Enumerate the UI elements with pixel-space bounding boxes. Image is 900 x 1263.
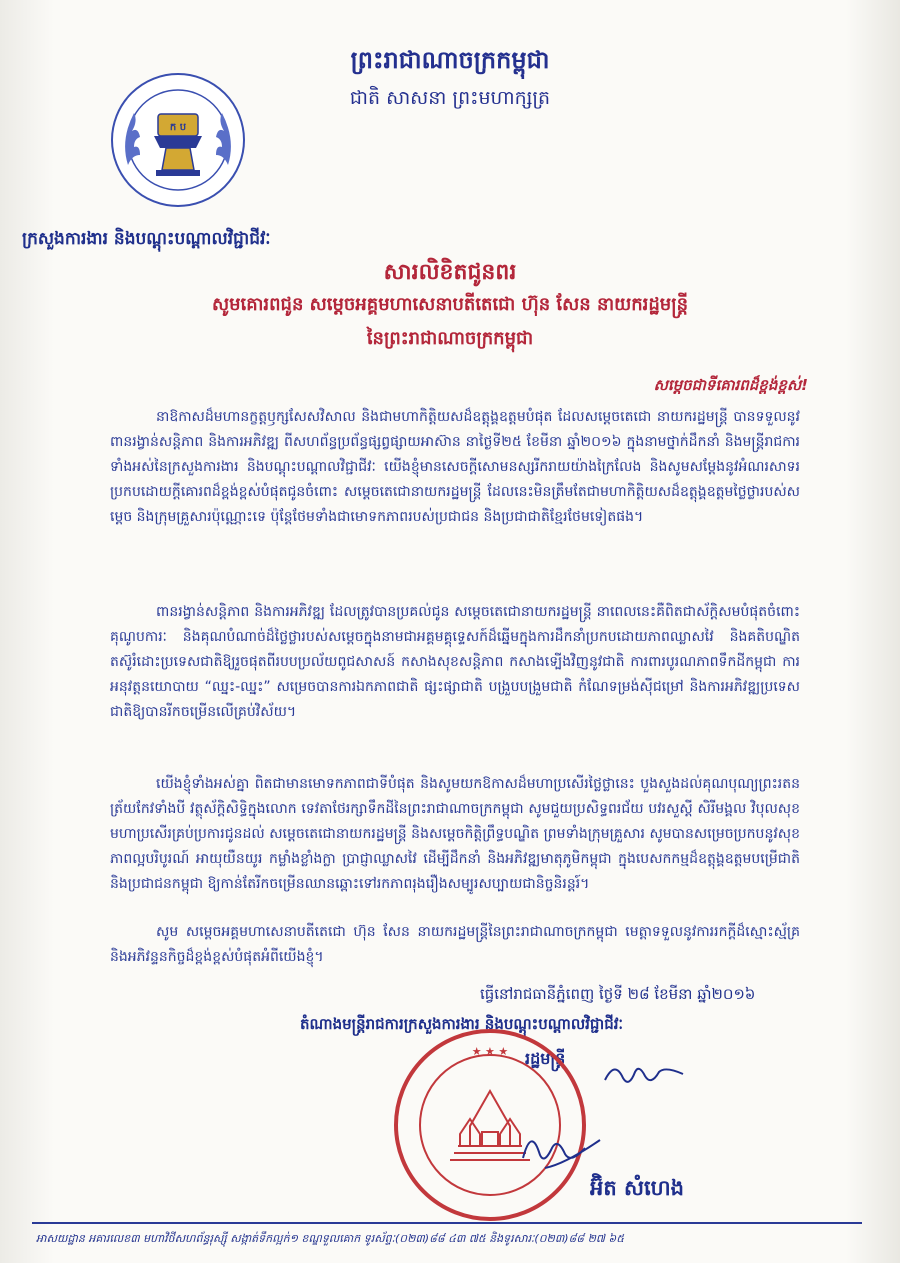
letter-title: សារលិខិតជូនពរ	[383, 260, 517, 285]
ministry-name: ក្រសួងការងារ និងបណ្តុះបណ្តាលវិជ្ជាជីវៈ	[22, 229, 271, 249]
signer-name: អ៊ិត សំហេង	[590, 1176, 684, 1200]
paragraph-4: សូម សម្តេចអគ្គមហាសេនាបតីតេជោ ហ៊ុន សែន នាយករដ្ឋមន្ត្រីនៃព្រះរាជាណាចក្រកម្ពុជា មេត្តាទទួលនូវការរកក្តីដ៏ស្មោះស្ម័គ្រ និងអភិវន្ទនកិច្ចដ៏ខ្ពង់ខ្ពស់បំផុតអំពីយើងខ្ញុំ។	[110, 924, 800, 965]
place-date: ធ្វើនៅរាជធានីភ្នំពេញ ថ្ងៃទី ២៨ ខែមីនា ឆ្នាំ២០១៦	[480, 985, 756, 1003]
svg-text:ក ប: ក ប	[169, 122, 187, 133]
paragraph-3: យើងខ្ញុំទាំងអស់គ្នា ពិតជាមានមោទកភាពជាទីបំផុត និងសូមយកឱកាសដ៏មហាប្រសើរថ្លៃថ្លានេះ បួងសួងដល់គុណបុណ្យព្រះរតនត្រ័យកែវទាំងបី វត្ថុស័ក្តិសិទ្ធិក្នុងលោក ទេវតាថែរក្សាទឹកដីនៃព្រះរាជាណាចក្រកម្ពុជា សូមជួយប្រសិទ្ធពរជ័យ បវរសួស្តី សិរីមង្គល វិបុលសុខ មហាប្រសើរគ្រប់ប្រការជូនដល់ សម្តេចតេជោនាយករដ្ឋមន្ត្រី និងសម្តេចកិត្តិព្រឹទ្ធបណ្ឌិត ព្រមទាំងក្រុមគ្រួសារ សូមបានសម្រេចប្រកបនូវសុខភាពល្អបរិបូរណ៍ អាយុយឺនយូរ កម្លាំងខ្លាំងក្លា ប្រាជ្ញាឈ្លាសវៃ ដើម្បីដឹកនាំ និងអភិវឌ្ឍមាតុភូមិកម្ពុជា ក្នុងបេសកកម្មដ៏ឧត្តុង្គឧត្តមបម្រើជាតិ និងប្រជាជនកម្ពុជា ឱ្យកាន់តែរីកចម្រើនឈានឆ្ពោះទៅរកភាពរុងរឿងសម្បូរសប្បាយជានិច្ចនិរន្តរ៍។	[110, 776, 800, 892]
paragraph-1: នាឱកាសដ៏មហានក្ខត្តឫក្សសែសវិសាល និងជាមហាកិត្តិយសដ៏ឧត្តុង្គឧត្តមបំផុត ដែលសម្តេចតេជោ នាយករដ្ឋមន្ត្រី បានទទួលនូវ ពានរង្វាន់សន្តិភាព និងការអភិវឌ្ឍ ពីសហព័ន្ធប្រព័ន្ធផ្សព្វផ្សាយអាស៊ាន នាថ្ងៃទី២៥ ខែមីនា ឆ្នាំ២០១៦ ក្នុងនាមថ្នាក់ដឹកនាំ និងមន្ត្រីរាជការទាំងអស់នៃក្រសួងការងារ និងបណ្តុះបណ្តាលវិជ្ជាជីវៈ យើងខ្ញុំមានសេចក្តីសោមនស្សរីករាយយ៉ាងក្រៃលែង និងសូមសម្តែងនូវអំណរសាទរប្រកបដោយក្តីគោរពដ៏ខ្ពង់ខ្ពស់បំផុតជូនចំពោះ សម្តេចតេជោនាយករដ្ឋមន្ត្រី ដែលនេះមិនត្រឹមតែជាមហាកិត្តិយសដ៏ឧត្តុង្គឧត្តមថ្លៃថ្លារបស់សម្តេច និងក្រុមគ្រួសារប៉ុណ្ណោះទេ ប៉ុន្តែថែមទាំងជាមោទកភាពរបស់ប្រជាជន និងប្រជាជាតិខ្មែរថែមទៀតផង។	[110, 409, 800, 525]
national-motto: ជាតិ សាសនា ព្រះមហាក្សត្រ	[349, 87, 551, 109]
representative-line: តំណាងមន្ត្រីរាជការក្រសួងការងារ និងបណ្តុះបណ្តាលវិជ្ជាជីវៈ	[300, 1015, 624, 1033]
signature-icon	[515, 1118, 610, 1178]
letter-subtitle-line1: សូមគោរពជូន សម្តេចអគ្គមហាសេនាបតីតេជោ ហ៊ុន សែន នាយករដ្ឋមន្ត្រី	[211, 294, 689, 315]
minister-title: រដ្ឋមន្ត្រី	[525, 1049, 566, 1068]
footer-address: អាសយដ្ឋាន អគារលេខ៣ មហាវិថីសហព័ន្ធរុស្ស៊ី សង្កាត់ទឹកល្អក់១ ខណ្ឌទួលគោក ទូរស័ព្ទៈ(០២៣)៨៨ ៤៣ ៧៥ និងទូរសារៈ(០២៣)៨៨ ២៧ ៦៥	[36, 1232, 625, 1245]
signature-initial-icon	[600, 1052, 690, 1092]
salutation: សម្តេចជាទីគោរពដ៏ខ្ពង់ខ្ពស់!	[653, 376, 808, 394]
letter-subtitle-line2: នៃព្រះរាជាណាចក្រកម្ពុជា	[366, 328, 534, 349]
footer-divider	[32, 1222, 862, 1224]
ministry-logo-icon	[108, 70, 248, 210]
kingdom-title: ព្រះរាជាណាចក្រកម្ពុជា	[350, 46, 550, 74]
svg-text:★ ★ ★: ★ ★ ★	[471, 1045, 509, 1058]
paragraph-2: ពានរង្វាន់សន្តិភាព និងការអភិវឌ្ឍ ដែលត្រូវបានប្រគល់ជូន សម្តេចតេជោនាយករដ្ឋមន្ត្រី នាពេលនេះគឺពិតជាស័ក្តិសមបំផុតចំពោះគុណូបការៈ និងគុណបំណាច់ដ៏ថ្លៃថ្លារបស់សម្តេចក្នុងនាមជាអគ្គមគ្គុទ្ទេសក៍ដ៏ឆ្នើមក្នុងការដឹកនាំប្រកបដោយភាពឈ្លាសវៃ និងគតិបណ្ឌិត តស៊ូរំដោះប្រទេសជាតិឱ្យរួចផុតពីរបបប្រល័យពូជសាសន៍ កសាងសុខសន្តិភាព កសាងទ្បើងវិញនូវជាតិ ការពារបូរណភាពទឹកដីកម្ពុជា ការអនុវត្តនយោបាយ “ឈ្នះ-ឈ្នះ” សម្រេចបានការឯកភាពជាតិ ផ្សះផ្សាជាតិ បង្រួបបង្រួមជាតិ កំណែទម្រង់ស៊ីជម្រៅ និងការអភិវឌ្ឍប្រទេសជាតិឱ្យបានរីកចម្រើនលើគ្រប់វិស័យ។	[110, 604, 800, 720]
